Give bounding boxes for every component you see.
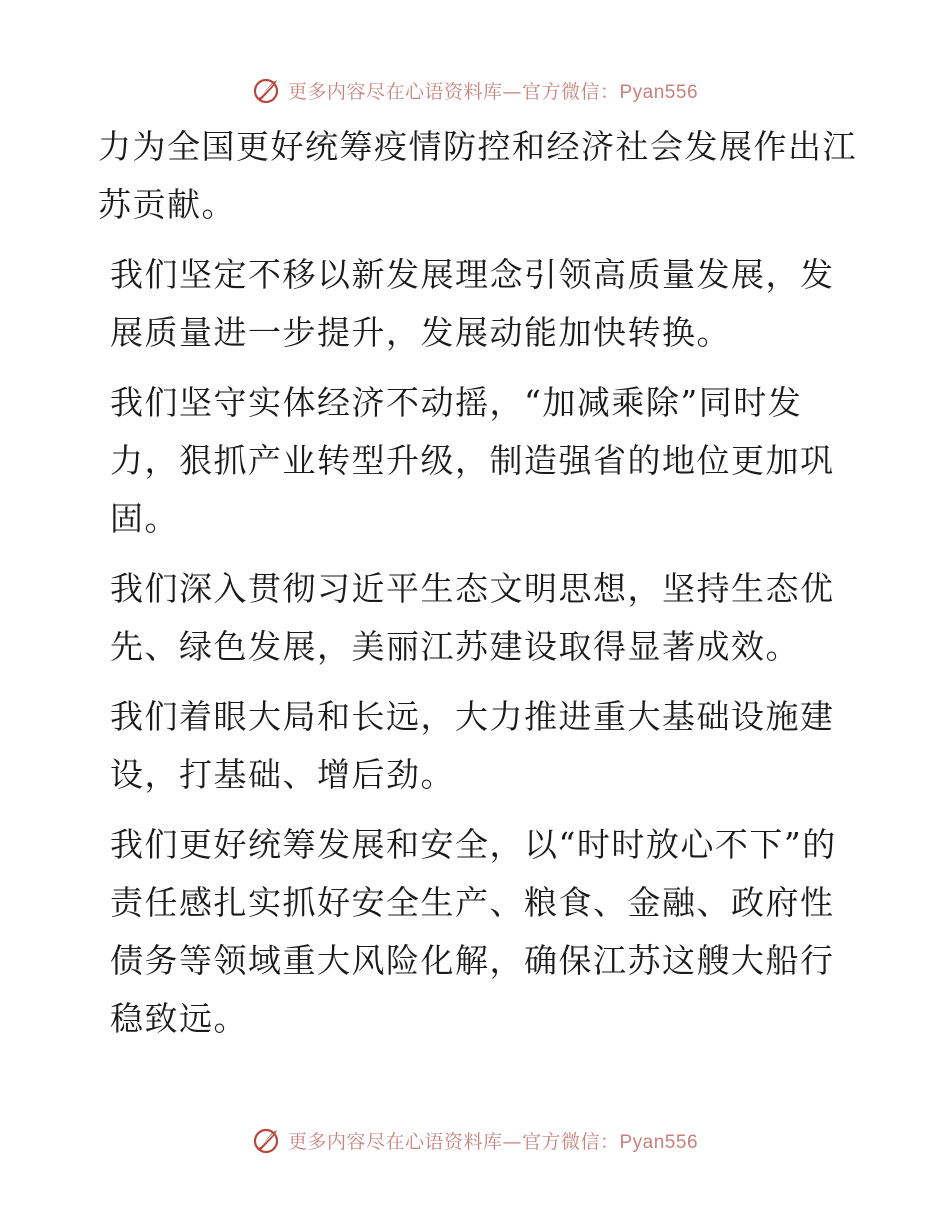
footer-watermark-handle: Pyan556 — [619, 1131, 699, 1153]
paragraph-1: 力为全国更好统筹疫情防控和经济社会发展作出江苏贡献。 — [98, 127, 857, 224]
quill-pen-circle-icon — [252, 1125, 282, 1155]
document-body — [98, 118, 858, 1060]
paragraph-5: 我们着眼大局和长远，大力推进重大基础设施建设，打基础、增后劲。 — [110, 697, 835, 794]
paragraph-6: 我们更好统筹发展和安全，以“时时放心不下”的责任感扎实抓好安全生产、粮食、金融、政府性债务等领域重大风险化解，确保江苏这艘大船行稳致远。 — [110, 825, 837, 1038]
quill-pen-circle-icon — [252, 75, 282, 105]
footer-watermark-text: 更多内容尽在心语资料库—官方微信：Pyan556 — [287, 1130, 699, 1153]
paragraph-3: 我们坚守实体经济不动摇，“加减乘除”同时发力，狠抓产业转型升级，制造强省的地位更加巩固。 — [110, 383, 835, 538]
header-watermark-handle: Pyan556 — [619, 81, 699, 103]
paragraph-4: 我们深入贯彻习近平生态文明思想，坚持生态优先、绿色发展，美丽江苏建设取得显著成效。 — [110, 569, 835, 666]
paragraph-2: 我们坚定不移以新发展理念引领高质量发展，发展质量进一步提升，发展动能加快转换。 — [110, 255, 835, 352]
header-watermark-text: 更多内容尽在心语资料库—官方微信：Pyan556 — [287, 80, 699, 103]
footer-watermark-banner — [0, 1120, 950, 1160]
header-watermark-banner — [0, 70, 950, 110]
